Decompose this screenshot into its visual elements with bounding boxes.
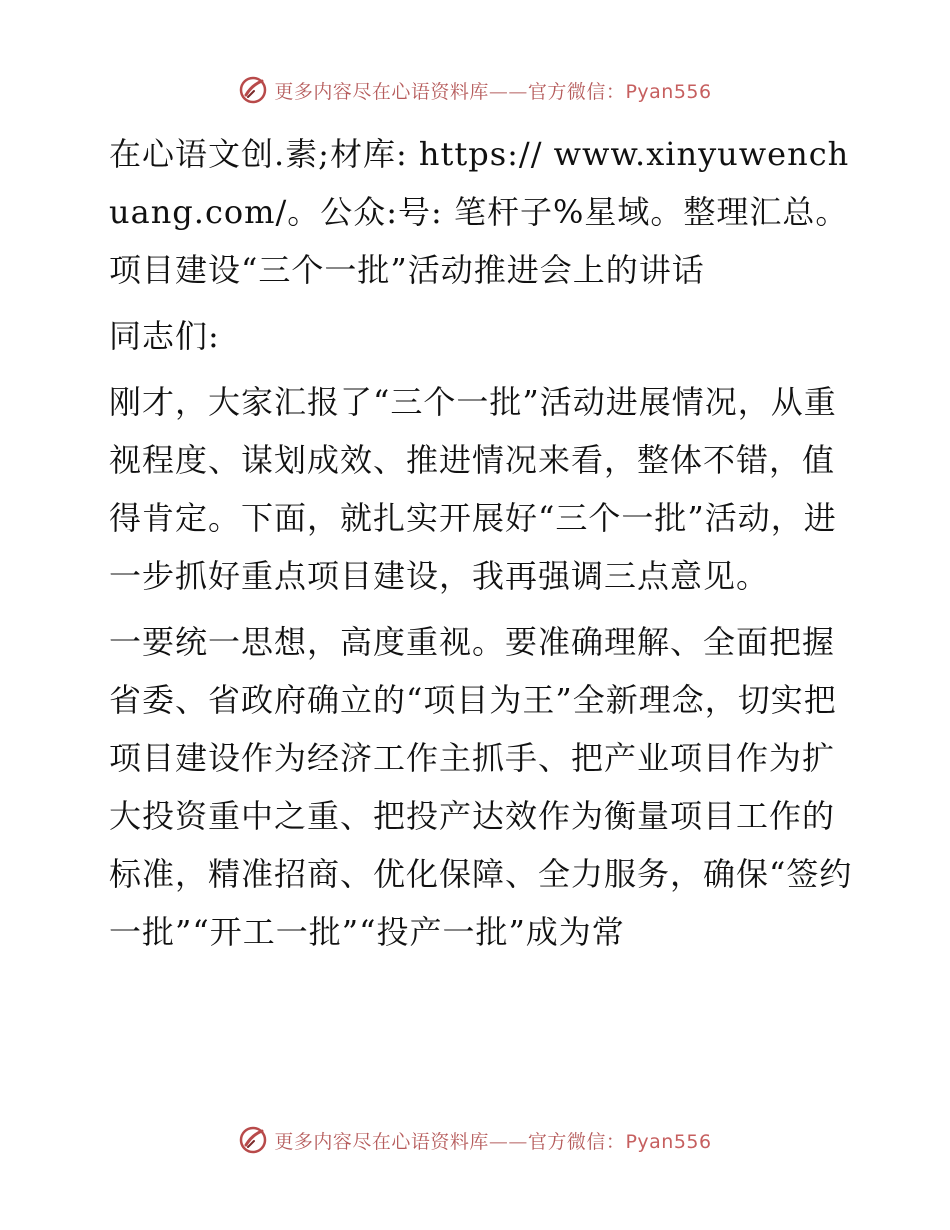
header-banner-wechat-label: 官方微信：: [527, 80, 626, 103]
header-banner-separator: ——: [488, 80, 528, 103]
footer-banner-wechat-id: Pyan556: [625, 1130, 712, 1153]
header-banner-slogan: 更多内容尽在心语资料库: [274, 80, 489, 103]
footer-banner-wechat-label: 官方微信：: [527, 1130, 626, 1153]
brush-logo-icon: [238, 75, 268, 105]
document-title-paragraph: 在心语文创.素;材库: https:// www.xinyuwenchuang.com/。公众:号: 笔杆子%星域。整理汇总。项目建设“三个一批”活动推进会上的讲话: [109, 135, 850, 289]
intro-paragraph: 刚才，大家汇报了“三个一批”活动进展情况，从重视程度、谋划成效、推进情况来看，整体不错，值得肯定。下面，就扎实开展好“三个一批”活动，进一步抓好重点项目建设，我再强调三点意见。: [109, 383, 837, 595]
brush-logo-icon: [238, 1125, 268, 1155]
footer-banner: [0, 1120, 950, 1160]
footer-banner-separator: ——: [488, 1130, 528, 1153]
header-banner-wechat-id: Pyan556: [625, 80, 712, 103]
header-banner: [0, 70, 950, 110]
footer-banner-text: [274, 1127, 711, 1154]
footer-banner-slogan: 更多内容尽在心语资料库: [274, 1130, 489, 1153]
document-body: [97, 125, 857, 969]
salutation-paragraph: 同志们:: [109, 317, 220, 355]
point-one-paragraph: 一要统一思想，高度重视。要准确理解、全面把握省委、省政府确立的“项目为王”全新理念，切实把项目建设作为经济工作主抓手、把产业项目作为扩大投资重中之重、把投产达效作为衡量项目工作的标准，精准招商、优化保障、全力服务，确保“签约一批”“开工一批”“投产一批”成为常: [109, 623, 853, 951]
header-banner-text: [274, 77, 711, 104]
